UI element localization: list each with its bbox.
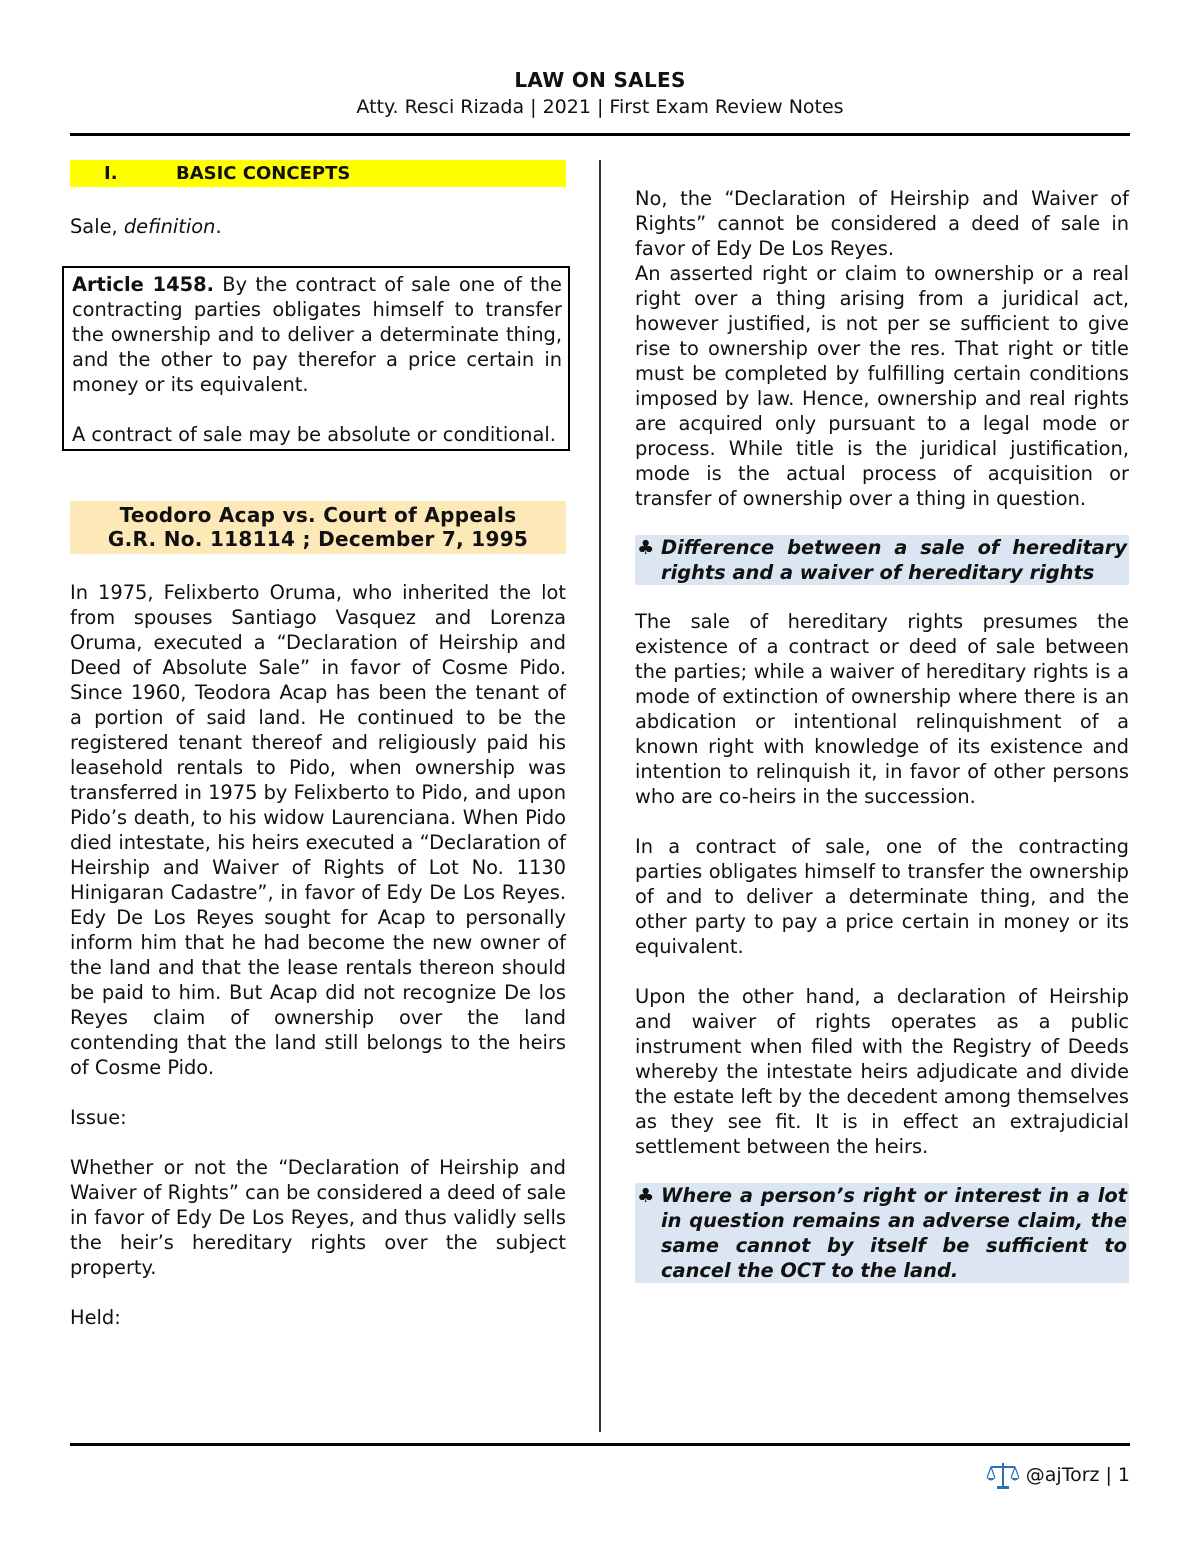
issue-label: Issue: <box>70 1106 127 1129</box>
case-header <box>70 501 566 554</box>
right-column <box>635 186 1129 1307</box>
held-label: Held: <box>70 1306 121 1329</box>
case-citation: G.R. No. 118114 ; December 7, 1995 <box>107 527 529 551</box>
definition-line <box>70 214 566 239</box>
club-bullet-icon: ♣ <box>637 536 655 559</box>
definition-italic: definition <box>123 215 216 238</box>
article-paragraph <box>72 272 562 397</box>
footer-separator: | <box>1105 1464 1112 1486</box>
club-bullet-icon: ♣ <box>637 1184 655 1207</box>
held-paragraph-1: No, the “Declaration of Heirship and Waiver of Rights” cannot be considered a deed of sale in favor of Edy De Los Reyes. <box>635 187 1129 260</box>
definition-prefix: Sale, <box>70 215 124 238</box>
left-column <box>70 160 566 1330</box>
callout-difference <box>635 535 1129 585</box>
scales-of-justice-icon <box>986 1460 1020 1490</box>
footer-rule <box>70 1443 1130 1446</box>
footer-handle: @ajTorz <box>1025 1464 1100 1486</box>
definition-suffix: . <box>215 215 222 238</box>
article-text: By the contract of sale one of the contracting parties obligates himself to transfer the ownership and to deliver a determinate thing, and the other to pay therefor a price certain in money or its equivalent. <box>72 273 562 396</box>
column-divider <box>599 160 601 1432</box>
paragraph-contract-of-sale: In a contract of sale, one of the contracting parties obligates himself to transfer the ownership of and to deliver a determinate thing, and the other party to pay a price certain in money or its equivalent. <box>635 835 1129 958</box>
callout-text: Difference between a sale of hereditary rights and a waiver of hereditary rights <box>661 536 1127 584</box>
page-subtitle: Atty. Resci Rizada | 2021 | First Exam Review Notes <box>356 96 844 118</box>
case-facts: In 1975, Felixberto Oruma, who inherited the lot from spouses Santiago Vasquez and Lorenza Oruma, executed a “Declaration of Heirship and Deed of Absolute Sale” in favor of Cosme Pido. Since 1960, Teodora Acap has been the tenant of a portion of said land. He continued to be the registered tenant thereof and religiously paid his leasehold rentals to Pido, when ownership was transferred in 1975 by Felixberto to Pido, and upon Pido’s death, to his widow Laurenciana. When Pido died intestate, his heirs executed a “Declaration of Heirship and Waiver of Rights of Lot No. 1130 Hinigaran Cadastre”, in favor of Edy De Los Reyes. Edy De Los Reyes sought for Acap to personally inform him that he had become the new owner of the land and that the lease rentals thereon should be paid to him. But Acap did not recognize De los Reyes claim of ownership over the land contending that the land still belongs to the heirs of Cosme Pido. <box>70 581 566 1079</box>
issue-text: Whether or not the “Declaration of Heirship and Waiver of Rights” can be considered a deed of sale in favor of Edy De Los Reyes, and thus validly sells the heir’s hereditary rights over the subject property. <box>70 1156 566 1279</box>
article-paragraph-2: A contract of sale may be absolute or conditional. <box>72 423 556 446</box>
article-box <box>62 266 570 451</box>
section-number: I. <box>104 163 118 184</box>
section-title: BASIC CONCEPTS <box>176 163 351 184</box>
page-footer <box>986 1460 1130 1490</box>
held-paragraph-2: An asserted right or claim to ownership or a real right over a thing arising from a juridical act, however justified, is not per se sufficient to give rise to ownership over the res. That right or title must be completed by fulfilling certain conditions imposed by law. Hence, ownership and real rights are acquired only pursuant to a legal mode or process. While title is the juridical justification, mode is the actual process of acquisition or transfer of ownership over a thing in question. <box>635 262 1129 510</box>
page-number: 1 <box>1117 1464 1130 1486</box>
page-title: LAW ON SALES <box>514 68 686 92</box>
callout-adverse-claim <box>635 1183 1129 1283</box>
paragraph-sale-vs-waiver: The sale of hereditary rights presumes the existence of a contract or deed of sale between the parties; while a waiver of hereditary rights is a mode of extinction of ownership where there is an abdication or intentional relinquishment of a known right with knowledge of its existence and intention to relinquish it, in favor of other persons who are co-heirs in the succession. <box>635 610 1129 808</box>
article-label: Article 1458. <box>72 273 214 296</box>
case-title: Teodoro Acap vs. Court of Appeals <box>119 503 517 527</box>
paragraph-declaration-heirship: Upon the other hand, a declaration of Heirship and waiver of rights operates as a public instrument when filed with the Registry of Deeds whereby the intestate heirs adjudicate and divide the estate left by the decedent among themselves as they see fit. It is in effect an extrajudicial settlement between the heirs. <box>635 985 1129 1158</box>
section-heading <box>70 160 566 187</box>
callout-text: Where a person’s right or interest in a lot in question remains an adverse claim, the same cannot by itself be sufficient to cancel the OCT to the land. <box>661 1184 1127 1282</box>
header-rule <box>70 133 1130 136</box>
